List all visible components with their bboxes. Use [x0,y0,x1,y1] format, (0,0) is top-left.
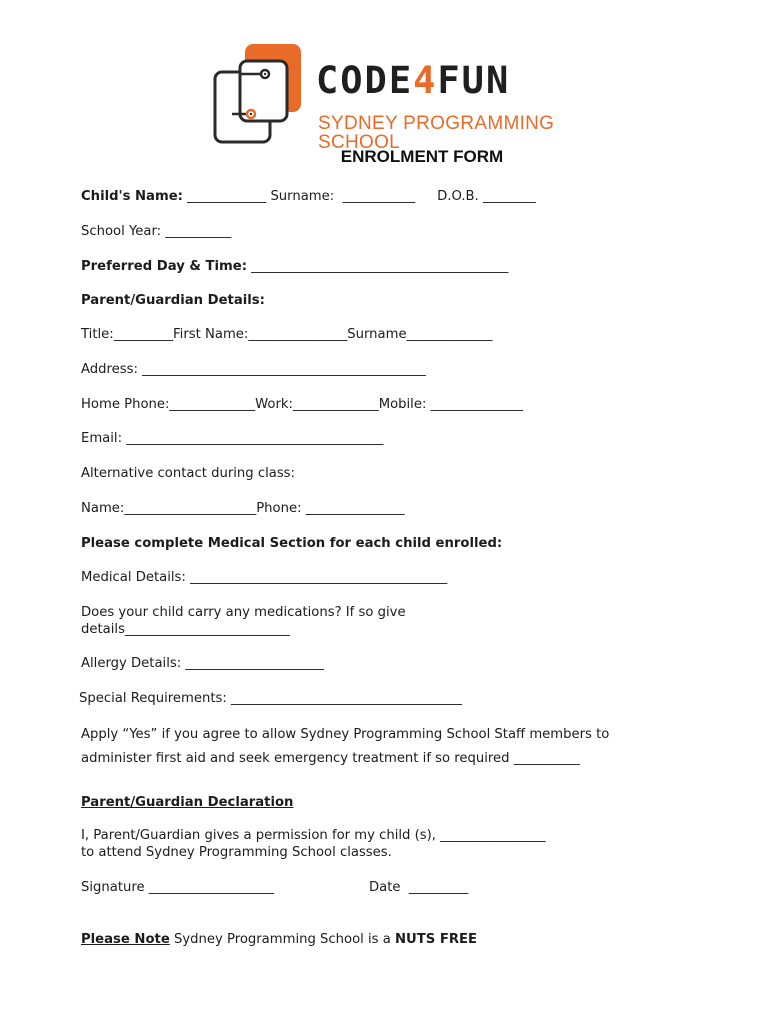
medical-details-field[interactable]: Medical Details: _______________________________________ [81,570,448,585]
school-year-field[interactable]: School Year: __________ [81,224,232,239]
note-text: Sydney Programming School is a [169,932,396,947]
brand-subtitle: SYDNEY PROGRAMMING SCHOOL [318,113,555,153]
medications-question: Does your child carry any medications? If so give [81,605,406,620]
dob-field[interactable]: D.O.B. ________ [437,189,536,204]
first-aid-field[interactable]: administer first aid and seek emergency treatment if so required __________ [81,751,580,766]
logo-mark-icon [212,42,312,146]
alt-contact-label: Alternative contact during class: [81,466,296,481]
brand-four: 4 [413,59,438,102]
nuts-free-text: NUTS FREE [395,932,478,947]
code4fun-logo [212,42,572,153]
note-line [81,931,477,948]
address-field[interactable]: Address: ___________________________________________ [81,362,426,377]
brand-name [316,59,511,102]
form-title: ENROLMENT FORM [340,147,504,166]
signature-field[interactable]: Signature ___________________ [81,880,275,895]
child-name-field[interactable]: ____________ [182,189,271,204]
medications-field[interactable]: details_________________________ [81,622,290,637]
child-name-label: Child's Name: [81,189,183,204]
brand-fun: FUN [437,59,511,102]
email-field[interactable]: Email: _______________________________________ [81,431,384,446]
allergy-field[interactable]: Allergy Details: _____________________ [81,656,324,671]
medical-heading: Please complete Medical Section for each child enrolled: [81,536,503,551]
parent-details-heading: Parent/Guardian Details: [81,293,265,308]
child-surname-field[interactable]: Surname: ___________ [270,189,416,204]
phone-fields[interactable]: Home Phone:_____________Work:_____________Mobile: ______________ [81,397,523,412]
note-label: Please Note [81,932,170,947]
parent-name-field[interactable]: Title:_________First Name:_______________Surname_____________ [81,327,493,342]
date-field[interactable]: Date _________ [369,880,469,895]
first-aid-text: Apply “Yes” if you agree to allow Sydney Programming School Staff members to [81,727,610,742]
alt-contact-field[interactable]: Name:____________________Phone: _______________ [81,501,405,516]
child-name-row [81,188,536,205]
special-requirements-field[interactable]: Special Requirements: ___________________________________ [79,691,462,706]
declaration-text: to attend Sydney Programming School classes. [81,845,392,860]
preferred-time-field[interactable]: _______________________________________ [246,259,509,274]
preferred-time-row [81,258,508,275]
preferred-time-label: Preferred Day & Time: [81,259,247,274]
declaration-child-field[interactable]: I, Parent/Guardian gives a permission for my child (s), ________________ [81,828,546,843]
brand-code: CODE [316,59,414,102]
declaration-heading: Parent/Guardian Declaration [81,795,294,810]
